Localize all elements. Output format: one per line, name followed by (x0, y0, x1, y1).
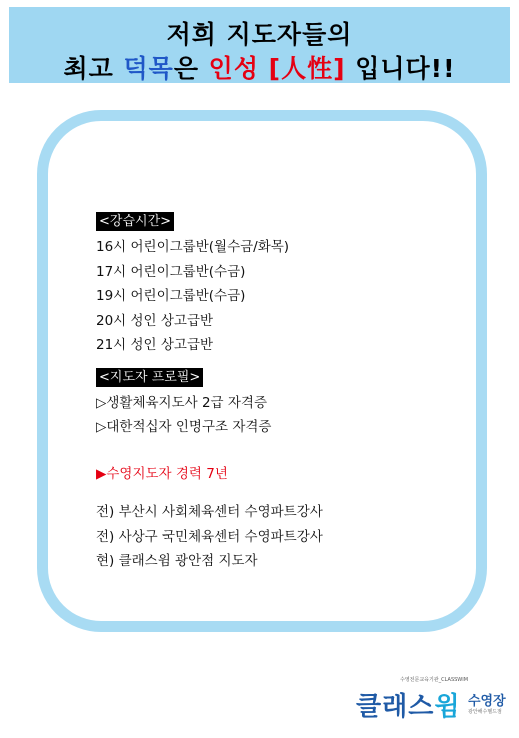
schedule-item: 16시 어린이그룹반(월수금/화목) (96, 239, 290, 255)
logo-pool-label: 수영장 (468, 694, 506, 709)
history-list (96, 500, 456, 574)
logo-brand (356, 686, 460, 723)
logo-tagline: 수영전문교육기관_CLASSWIM (400, 677, 469, 683)
profile-tag: <지도자 프로필> (96, 368, 203, 387)
title-line-2 (9, 49, 510, 85)
cert-item: ▷생활체육지도사 2급 자격증 (96, 394, 268, 411)
career-years: ▶수영지도자 경력 7년 (96, 465, 228, 482)
logo-brand-accent: 윔 (434, 692, 461, 722)
title-text: 최고 (63, 54, 124, 83)
schedule-item: 17시 어린이그룹반(수금) (96, 263, 246, 280)
logo-branch-label: 광안해수헬드점 (468, 709, 502, 715)
title-text: 은 (173, 54, 209, 83)
title-line-1: 저희 지도자들의 (166, 20, 353, 49)
schedule-tag: <강습시간> (96, 212, 174, 231)
classwim-logo (350, 676, 515, 736)
schedule-item: 19시 어린이그룹반(수금) (96, 288, 246, 304)
title-highlight-virtue: 덕목 (123, 54, 174, 83)
title-text: 입니다!! (345, 54, 456, 83)
schedule-list (96, 235, 456, 358)
title-banner (9, 7, 510, 83)
schedule-item: 21시 성인 상고급반 (96, 337, 214, 353)
cert-list (96, 391, 456, 440)
info-content (96, 212, 456, 574)
history-item: 현) 클래스윔 광안점 지도자 (96, 553, 258, 569)
cert-item: ▷대한적십자 인명구조 자격증 (96, 419, 272, 435)
logo-brand-text: 클래스 (356, 692, 435, 722)
schedule-item: 20시 성인 상고급반 (96, 312, 214, 329)
history-item: 전) 사상구 국민체육센터 수영파트강사 (96, 528, 323, 545)
history-item: 전) 부산시 사회체육센터 수영파트강사 (96, 504, 323, 520)
title-highlight-character: 인성 [人性] (208, 54, 346, 83)
